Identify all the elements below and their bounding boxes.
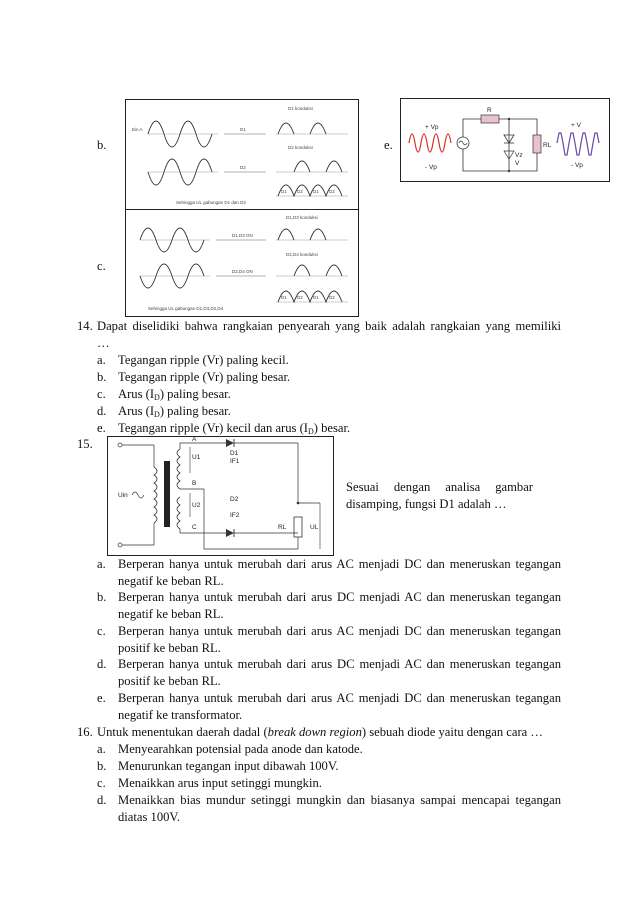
q15-option-e-letter: e. [97,691,106,705]
q15-option-d-line1: Berperan hanya untuk merubah dari arus DC menjadi AC dan meneruskan tegangan [118,657,561,671]
fig-b-seg2: D2 [297,189,303,194]
q14-option-b-text: Tegangan ripple (Vr) paling besar. [118,370,291,384]
fig-e-vz: Vz [515,152,523,159]
q14-option-a-text: Tegangan ripple (Vr) paling kecil. [118,353,289,367]
figure-c-waveforms [125,209,359,317]
q15-option-c-line2: positif ke beban RL. [118,641,221,655]
option-e-label: e. [384,138,393,152]
fig-c-label-sum: Sehingga UL gabungan D1,D3,D2,D4 [148,306,224,311]
q15-uin-label: Uin [118,492,128,499]
q15-ul-label: UL [310,524,319,531]
fig-b-label-d2: D2 konduksi [288,145,313,150]
q16-option-b-letter: b. [97,759,107,773]
fig-c-sig-mid: D2,D4 ON [232,269,253,274]
fig-b-in-a: Ein A [132,127,143,132]
q15-side-line1: Sesuai dengan analisa gambar [346,480,533,494]
fig-e-vout-minus: - Vp [571,162,583,169]
fig-b-seg4: D2 [329,189,335,194]
fig-c-seg4: D2 [329,295,335,300]
q14-e-pre: Tegangan ripple (Vr) kecil dan arus (I [118,421,308,435]
q14-c-sub: D [154,393,160,402]
fig-b-label-sum: Sehingga UL gabungan D1 dan D2 [176,200,246,205]
q14-e-sub: D [307,427,314,436]
q16-option-d-line2: diatas 100V. [118,810,181,824]
fig-c-seg2: D2 [297,295,303,300]
q15-option-b-line1: Berperan hanya untuk merubah dari arus DC menjadi AC dan meneruskan tegangan [118,590,561,604]
fig-b-label-d1: D1 konduksi [288,106,313,111]
q15-b-label: B [192,480,197,487]
q15-option-a-line2: negatif ke beban RL. [118,574,224,588]
fig-c-sig-top: D1,D3 ON [232,233,253,238]
q16-stem [97,724,543,740]
fig-e-vin-plus: + Vp [425,124,439,131]
fig-e-vout-plus: + V [571,122,581,129]
q14-c-post: ) paling besar. [159,387,231,401]
fig-e-vin-minus: - Vp [425,164,437,171]
q15-c-label: C [192,524,197,531]
q14-stem-line2: … [97,336,110,350]
q15-a-label: A [192,437,197,443]
q15-option-a-letter: a. [97,557,106,571]
q15-option-c-line1: Berperan hanya untuk merubah dari arus AC menjadi DC dan meneruskan tegangan [118,624,561,638]
fig-c-label-top: D1,D3 konduksi [286,215,318,220]
q15-option-a-line1: Berperan hanya untuk merubah dari arus AC menjadi DC dan meneruskan tegangan [118,557,561,571]
figure-e-zener-circuit [400,98,610,182]
fig-b-sig-d1: D1 [240,127,246,132]
q15-if2-label: IF2 [230,512,240,519]
fig-b-seg3: D1 [313,189,319,194]
q14-c-pre: Arus (I [118,387,155,401]
q16-stem-pre: Untuk menentukan daerah dadal ( [97,725,268,739]
q14-e-post: ) besar. [313,421,351,435]
q15-option-e-line1: Berperan hanya untuk merubah dari arus AC menjadi DC dan meneruskan tegangan [118,691,561,705]
q15-u1-label: U1 [192,454,201,461]
q15-option-d-letter: d. [97,657,107,671]
q14-stem-line1: Dapat diselidiki bahwa rangkaian penyearah yang baik adalah rangkaian yang memiliki [97,319,561,333]
q14-option-c-letter: c. [97,387,106,401]
q15-side-line2: disamping, fungsi D1 adalah … [346,497,507,511]
q15-if1-label: IF1 [230,458,240,465]
q14-d-post: ) paling besar. [159,404,231,418]
fig-e-rl-label: RL [543,142,552,149]
q14-option-d-letter: d. [97,404,107,418]
q16-option-b-text: Menurunkan tegangan input dibawah 100V. [118,759,339,773]
q15-option-c-letter: c. [97,624,106,638]
option-c-label: c. [97,259,106,273]
fig-c-seg3: D1 [313,295,319,300]
q15-u2-label: U2 [192,502,201,509]
q14-d-sub: D [154,410,160,419]
q14-d-pre: Arus (I [118,404,155,418]
q14-option-e-letter: e. [97,421,106,435]
fig-e-r-label: R [487,107,492,114]
option-b-label: b. [97,138,107,152]
q14-option-b-letter: b. [97,370,107,384]
fig-b-seg1: D1 [281,189,287,194]
figure-q15-rectifier-circuit [107,436,334,556]
q15-number: 15. [77,437,93,451]
fig-c-label-mid: D2,D4 konduksi [286,252,318,257]
q16-option-d-line1: Menaikkan bias mundur setinggi mungkin dan biasanya sampai mencapai tegangan [118,793,561,807]
q16-option-d-letter: d. [97,793,107,807]
figure-b-waveforms [125,99,359,215]
fig-b-sig-d2: D2 [240,165,246,170]
q16-option-c-text: Menaikkan arus input setinggi mungkin. [118,776,322,790]
q15-option-d-line2: positif ke beban RL. [118,674,221,688]
q16-option-a-letter: a. [97,742,106,756]
q16-option-c-letter: c. [97,776,106,790]
q15-d2-label: D2 [230,496,239,503]
q15-d1-label: D1 [230,450,239,457]
q14-option-a-letter: a. [97,353,106,367]
fig-e-v: V [515,160,520,167]
q15-option-b-letter: b. [97,590,107,604]
q15-option-e-line2: negatif ke transformator. [118,708,243,722]
q16-number: 16. [77,725,93,739]
q15-rl-label: RL [278,524,287,531]
q15-option-b-line2: negatif ke beban RL. [118,607,224,621]
q16-option-a-text: Menyearahkan potensial pada anode dan katode. [118,742,363,756]
q14-number: 14. [77,319,93,333]
q16-stem-post: ) sebuah diode yaitu dengan cara … [361,725,544,739]
q16-stem-italic: break down region [267,725,362,739]
fig-c-seg1: D1 [281,295,287,300]
